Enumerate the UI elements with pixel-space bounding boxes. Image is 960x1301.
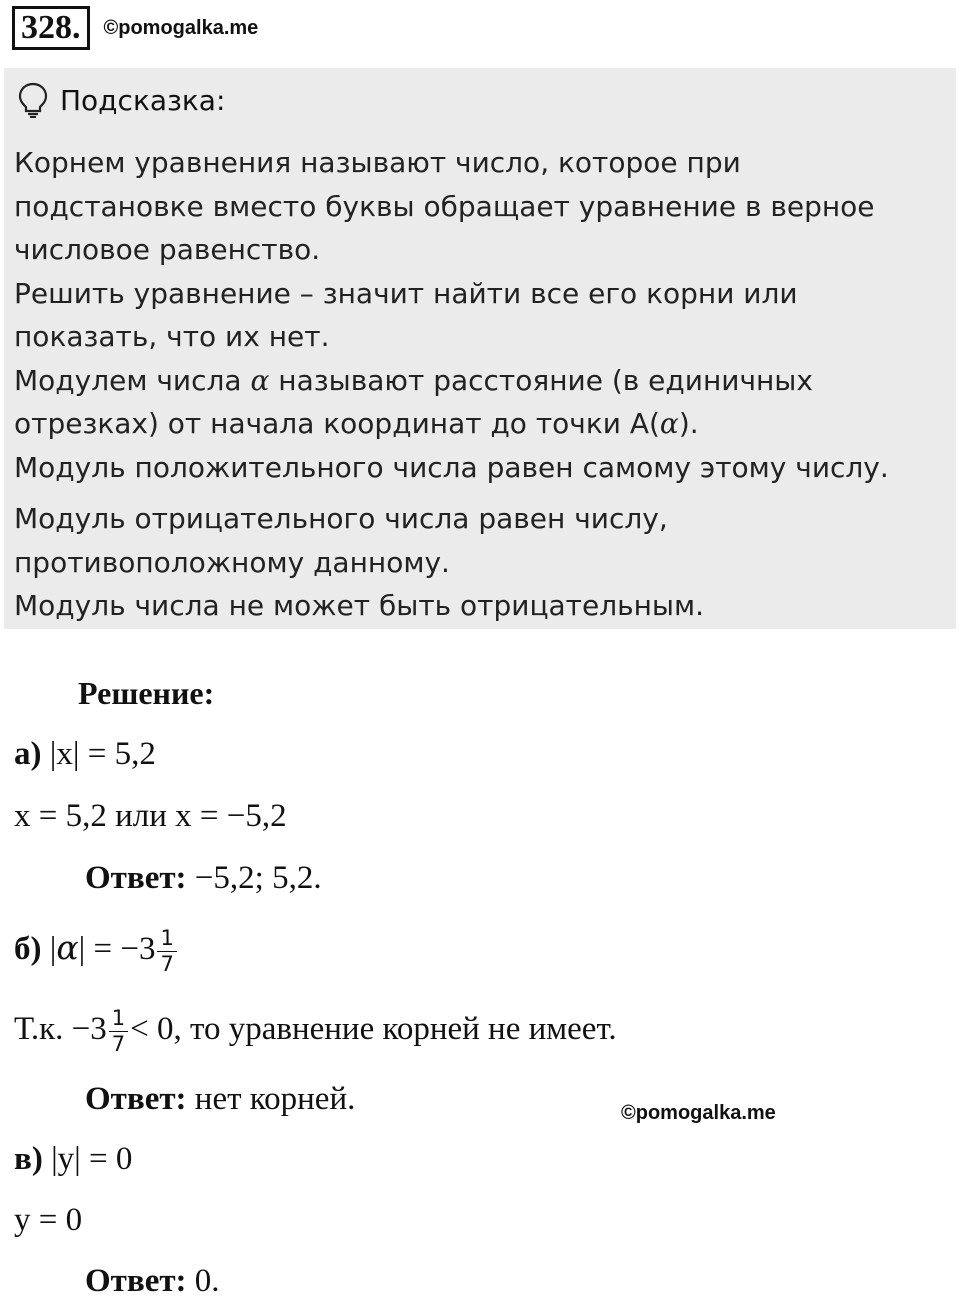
header (12, 6, 258, 50)
fraction: $\frac{1}{7}$ (109, 1006, 128, 1057)
lightbulb-icon (18, 82, 48, 118)
hint-line: Модуль положительного числа равен самому этому числу. (14, 451, 889, 484)
hint-line: Модулем числа α называют расстояние (в единичных (14, 364, 813, 397)
part-a-solution: x = 5,2 или x = −5,2 (14, 798, 287, 834)
hint-line: показать, что их нет. (14, 320, 330, 353)
watermark: ©pomogalka.me (103, 16, 259, 39)
problem-number: 328. (12, 6, 90, 50)
part-v-equation: в) |y| = 0 (14, 1141, 133, 1177)
solution-heading: Решение: (78, 675, 215, 711)
hint-line: числовое равенство. (14, 233, 321, 266)
hint-title-text: Подсказка: (60, 83, 226, 117)
part-a-equation: а) |x| = 5,2 (14, 736, 156, 772)
part-b-equation: б) |α| = −3 $\frac{1}{7}$ (14, 926, 179, 977)
hint-line: подстановке вместо буквы обращает уравнение в верное (14, 190, 875, 223)
part-b-explanation: Т.к. −3 $\frac{1}{7}$ < 0, то уравнение корней не имеет. (14, 1006, 617, 1056)
alpha-symbol: α (659, 407, 679, 440)
hint-line: Модуль отрицательного числа равен числу, (14, 502, 668, 535)
hint-box (4, 68, 956, 629)
hint-title (18, 80, 225, 120)
hint-line: Корнем уравнения называют число, которое при (14, 146, 741, 179)
part-a-answer: Ответ: −5,2; 5,2. (85, 860, 322, 896)
part-v-answer: Ответ: 0. (85, 1263, 220, 1299)
part-v-solution: y = 0 (14, 1202, 83, 1238)
alpha-symbol: α (56, 928, 79, 968)
hint-line: Модуль числа не может быть отрицательным. (14, 589, 705, 622)
hint-line: отрезках) от начала координат до точки A(α). (14, 407, 699, 440)
hint-line: Решить уравнение – значит найти все его корни или (14, 277, 798, 310)
part-b-answer: Ответ: нет корней. (85, 1081, 356, 1117)
watermark: ©pomogalka.me (621, 1102, 776, 1124)
alpha-symbol: α (250, 364, 270, 397)
fraction: $\frac{1}{7}$ (157, 926, 176, 977)
hint-line: противоположному данному. (14, 546, 450, 579)
